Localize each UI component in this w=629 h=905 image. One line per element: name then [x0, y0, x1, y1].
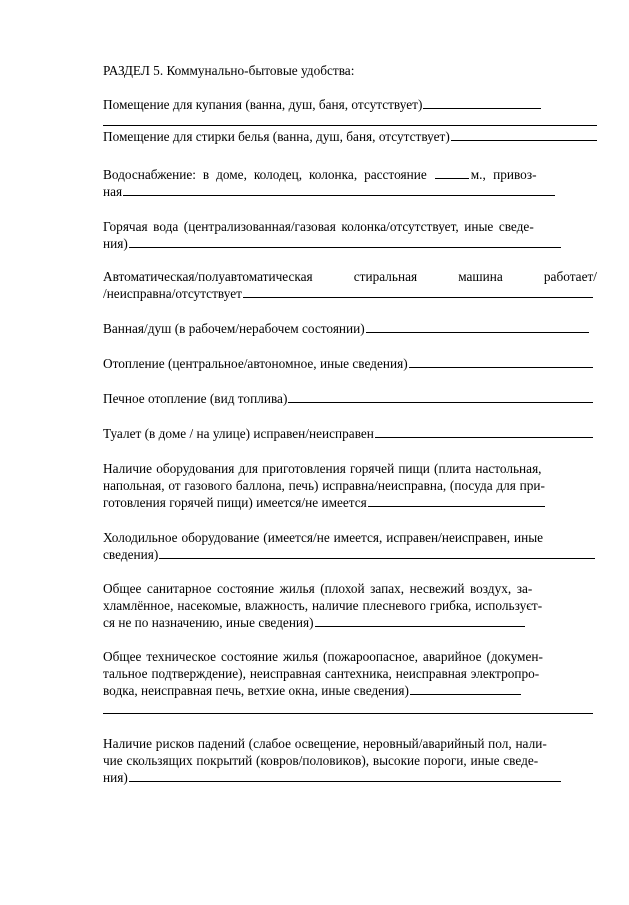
- field-water-supply: [103, 166, 597, 200]
- field-water-distance-blank[interactable]: [435, 166, 469, 179]
- field-laundry: [103, 128, 597, 145]
- field-fall-risks-label-1: Наличие рисков падений (слабое освещение, неровный/аварийный пол, нали-: [103, 736, 547, 751]
- field-toilet: [103, 425, 597, 442]
- field-cooking-blank[interactable]: [368, 494, 545, 507]
- field-washer-cont: /неисправна/отсутствует: [103, 286, 242, 301]
- field-fridge-blank[interactable]: [159, 546, 595, 559]
- field-toilet-label: Туалет (в доме / на улице) исправен/неисправен: [103, 426, 374, 441]
- field-cooking-label-2: напольная, от газового баллона, печь) исправна/неисправна, (посуда для при-: [103, 478, 545, 493]
- field-technical-blank[interactable]: [410, 682, 521, 695]
- field-hot-water-blank[interactable]: [129, 235, 561, 248]
- field-fall-risks-label-2: чие скользящих покрытий (ковров/половиков), высокие пороги, иные сведе-: [103, 753, 539, 768]
- field-cooking: [103, 460, 597, 511]
- field-bath-shower: [103, 320, 597, 337]
- field-technical-label-1: Общее техническое состояние жилья (пожароопасное, аварийное (докумен-: [103, 649, 543, 664]
- field-cooking-label-3: готовления горячей пищи) имеется/не имеется: [103, 495, 367, 510]
- field-washer-word-4: работает/: [543, 269, 597, 284]
- field-technical: [103, 648, 597, 714]
- field-sanitary-label-3: ся не по назначению, иные сведения): [103, 615, 314, 630]
- field-stove-heating-label: Печное отопление (вид топлива): [103, 391, 288, 406]
- field-water-supply-blank[interactable]: [123, 183, 555, 196]
- field-cooking-label-1: Наличие оборудования для приготовления горячей пищи (плита настольная,: [103, 461, 542, 476]
- field-washer-word-1: Автоматическая/полуавтоматическая: [103, 269, 313, 284]
- field-fall-risks-label-3: ния): [103, 770, 128, 785]
- field-technical-extra-line[interactable]: [103, 697, 593, 714]
- field-sanitary: [103, 580, 597, 631]
- field-stove-heating: [103, 390, 597, 407]
- field-laundry-blank[interactable]: [451, 128, 597, 141]
- field-toilet-blank[interactable]: [375, 425, 593, 438]
- field-stove-heating-blank[interactable]: [288, 390, 593, 403]
- field-bathing-blank[interactable]: [423, 96, 541, 109]
- field-hot-water-label: Горячая вода (централизованная/газовая колонка/отсутствует, иные сведе-: [103, 219, 534, 234]
- field-bathing: [103, 96, 597, 126]
- field-fridge-label-2: сведения): [103, 547, 159, 562]
- field-fall-risks: [103, 735, 597, 786]
- section-title: РАЗДЕЛ 5. Коммунально-бытовые удобства:: [103, 63, 355, 78]
- field-bathing-label: Помещение для купания (ванна, душ, баня, отсутствует): [103, 97, 423, 112]
- field-fridge: [103, 529, 597, 563]
- field-bath-shower-label: Ванная/душ (в рабочем/нерабочем состоянии): [103, 321, 365, 336]
- field-water-supply-unit: м., привоз-: [470, 167, 537, 182]
- field-washer-word-2: стиральная: [353, 269, 418, 284]
- field-heating-label: Отопление (центральное/автономное, иные сведения): [103, 356, 408, 371]
- field-washer-blank[interactable]: [243, 285, 593, 298]
- field-hot-water: [103, 218, 597, 252]
- field-technical-label-2: тальное подтверждение), неисправная сантехника, неисправная электропро-: [103, 666, 540, 681]
- field-sanitary-label-1: Общее санитарное состояние жилья (плохой запах, несвежий воздух, за-: [103, 581, 533, 596]
- field-hot-water-cont: ния): [103, 236, 128, 251]
- field-heating: [103, 355, 597, 372]
- field-sanitary-label-2: хламлённое, насекомые, влажность, наличие плесневого грибка, используєт-: [103, 598, 543, 613]
- field-heating-blank[interactable]: [409, 355, 593, 368]
- field-sanitary-blank[interactable]: [315, 614, 525, 627]
- field-fridge-label-1: Холодильное оборудование (имеется/не имеется, исправен/неисправен, иные: [103, 530, 544, 545]
- field-washer: [103, 268, 597, 302]
- field-washer-word-3: машина: [458, 269, 503, 284]
- field-bath-shower-blank[interactable]: [366, 320, 589, 333]
- field-technical-label-3: водка, неисправная печь, ветхие окна, иные сведения): [103, 683, 409, 698]
- field-fall-risks-blank[interactable]: [129, 769, 561, 782]
- field-water-supply-cont: ная: [103, 184, 123, 199]
- field-laundry-label: Помещение для стирки белья (ванна, душ, баня, отсутствует): [103, 129, 450, 144]
- field-water-supply-label: Водоснабжение: в доме, колодец, колонка, расстояние: [103, 167, 427, 182]
